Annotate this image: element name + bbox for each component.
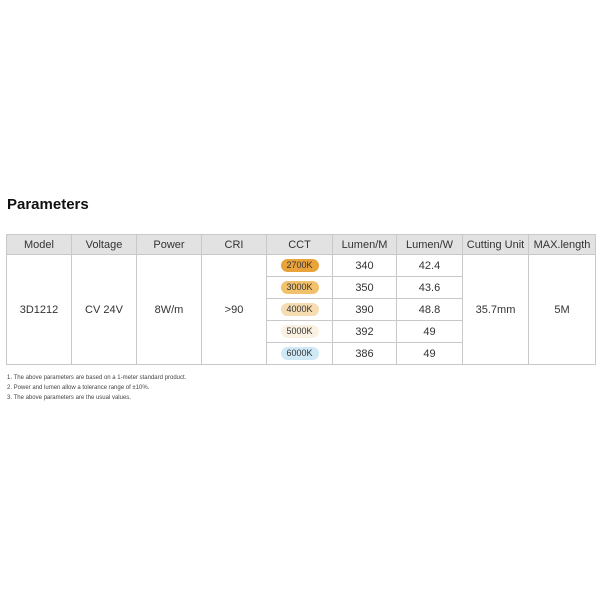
cell-lumen-w: 49 bbox=[397, 321, 463, 343]
cell-lumen-m: 340 bbox=[333, 255, 397, 277]
cct-badge: 2700K bbox=[281, 259, 319, 272]
cell-cct bbox=[267, 277, 333, 299]
header-power: Power bbox=[137, 235, 202, 255]
table-row bbox=[7, 255, 596, 277]
header-cutting-unit: Cutting Unit bbox=[463, 235, 529, 255]
cell-cri: >90 bbox=[202, 255, 267, 365]
footnote: 3. The above parameters are the usual values. bbox=[7, 395, 131, 401]
cct-badge: 6000K bbox=[281, 347, 319, 360]
page-title: Parameters bbox=[7, 196, 89, 213]
cell-cct bbox=[267, 343, 333, 365]
cell-lumen-w: 42.4 bbox=[397, 255, 463, 277]
cell-cct bbox=[267, 321, 333, 343]
cell-lumen-m: 390 bbox=[333, 299, 397, 321]
cell-lumen-m: 392 bbox=[333, 321, 397, 343]
cell-lumen-m: 386 bbox=[333, 343, 397, 365]
footnotes bbox=[7, 373, 186, 403]
cell-voltage: CV 24V bbox=[72, 255, 137, 365]
header-lumen-m: Lumen/M bbox=[333, 235, 397, 255]
header-lumen-w: Lumen/W bbox=[397, 235, 463, 255]
cell-max-length: 5M bbox=[529, 255, 596, 365]
header-voltage: Voltage bbox=[72, 235, 137, 255]
cell-cutting-unit: 35.7mm bbox=[463, 255, 529, 365]
header-max-length: MAX.length bbox=[529, 235, 596, 255]
cct-badge: 5000K bbox=[281, 325, 319, 338]
header-cct: CCT bbox=[267, 235, 333, 255]
parameters-table bbox=[6, 234, 596, 365]
cct-badge: 4000K bbox=[281, 303, 319, 316]
footnote: 2. Power and lumen allow a tolerance range of ±10%. bbox=[7, 385, 150, 391]
cell-cct bbox=[267, 299, 333, 321]
cell-lumen-w: 43.6 bbox=[397, 277, 463, 299]
cell-model: 3D1212 bbox=[7, 255, 72, 365]
cct-badge: 3000K bbox=[281, 281, 319, 294]
cell-lumen-w: 49 bbox=[397, 343, 463, 365]
cell-cct bbox=[267, 255, 333, 277]
cell-lumen-w: 48.8 bbox=[397, 299, 463, 321]
table-header-row bbox=[7, 235, 596, 255]
header-model: Model bbox=[7, 235, 72, 255]
cell-lumen-m: 350 bbox=[333, 277, 397, 299]
header-cri: CRI bbox=[202, 235, 267, 255]
footnote: 1. The above parameters are based on a 1-meter standard product. bbox=[7, 375, 187, 381]
cell-power: 8W/m bbox=[137, 255, 202, 365]
